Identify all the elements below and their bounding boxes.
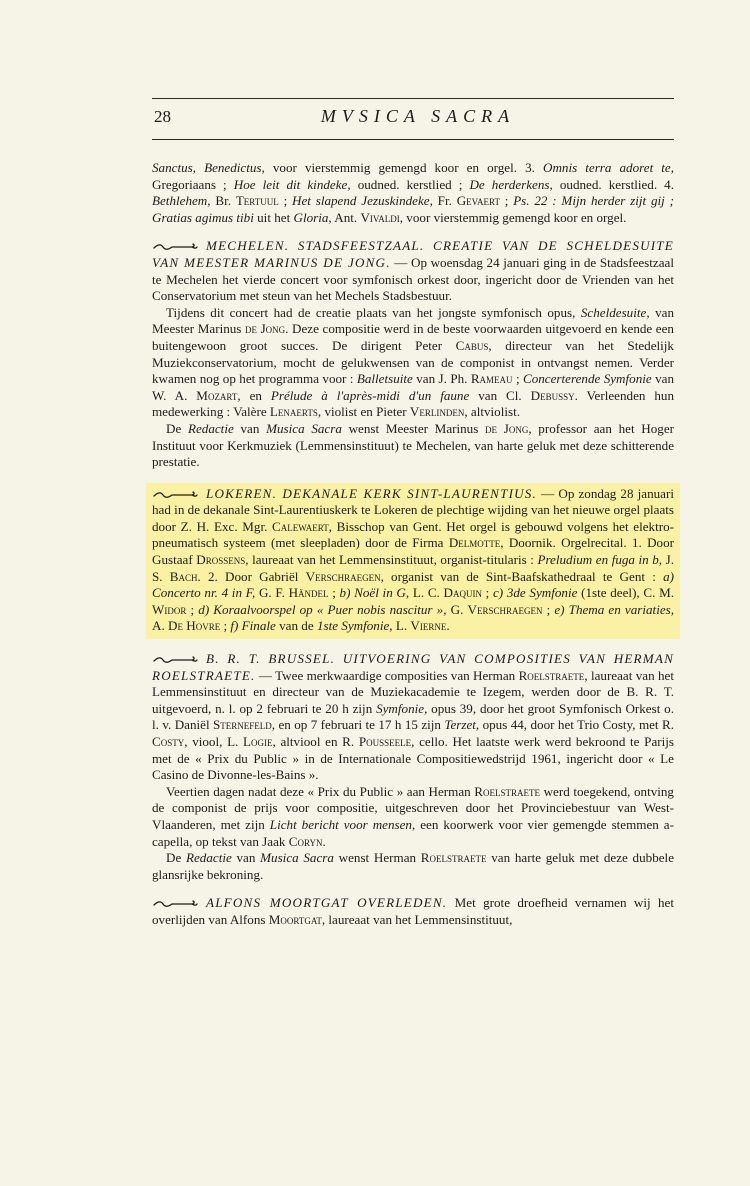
text-run: wenst Herman: [333, 850, 421, 866]
text-run: , viool, L.: [184, 734, 244, 749]
italic-run: Symfonie,: [376, 700, 428, 716]
smallcaps-run: Costy: [152, 734, 185, 749]
text-run: . Verleenden hun medewerking : Valère: [152, 387, 675, 420]
italic-run: Ps. 22 : Mijn herder zijt gij ; Gratias agimus tibi: [152, 193, 674, 225]
text-run: een koorwerk voor vier gemengde stemmen a-capella, op tekst van Jaak: [152, 816, 674, 849]
lokeren-heading: LOKEREN. DEKANALE KERK SINT-LAURENTIUS.: [206, 485, 538, 501]
page-number: 28: [154, 107, 171, 126]
italic-run: Prélude à l'après-midi d'un faune: [270, 387, 470, 403]
smallcaps-run: Delmotte: [448, 535, 501, 551]
smallcaps-run: Händel: [288, 585, 329, 601]
italic-run: De herderkens,: [469, 176, 553, 192]
text-run: werd toegekend, ontving de componist de prijs voor compositie, uitgeschreven door het Provinciebestuur van West-Vlaanderen, met zijn: [152, 783, 674, 832]
smallcaps-run: Cabus: [455, 337, 489, 353]
text-run: Br.: [210, 193, 236, 209]
text-run: — Op zondag 28 januari had in de dekanale Sint-Laurentiuskerk te Lokeren de plechtige wijding van het nieuwe orgel plaats door Z. H. Exc. Mgr.: [152, 485, 674, 534]
text-run: , voor vierstemmig gemengd koor en orgel.: [399, 209, 627, 225]
text-run: ;: [512, 371, 523, 387]
text-run: Veertien dagen nadat deze « Prix du Public » aan Herman: [166, 783, 475, 799]
running-title: MVSICA SACRA: [320, 106, 516, 126]
brt-text-1: [152, 668, 674, 783]
smallcaps-run: Verlinden: [409, 404, 465, 420]
text-run: Ant.: [331, 209, 361, 225]
text-run: , laureaat van het Lemmensinstituut en directeur van de Muziekacademie te Izegem, werden door de B. R. T. uitgevoerd, n. l. op 2 februari te 20 h zijn: [152, 667, 674, 716]
smallcaps-run: Debussy: [530, 387, 575, 403]
italic-run: b) Noël in G,: [339, 585, 410, 601]
italic-run: Musica Sacra: [260, 850, 334, 866]
smallcaps-run: Rameau: [470, 371, 513, 387]
italic-run: f) Finale: [230, 618, 276, 634]
ornament-icon: [152, 242, 198, 252]
brt-heading: B. R. T. BRUSSEL. UITVOERING VAN COMPOSITIES VAN HERMAN ROELSTRAETE.: [152, 651, 674, 683]
text-run: ;: [186, 601, 199, 617]
smallcaps-run: de Jong: [244, 321, 286, 337]
text-run: van: [231, 850, 261, 866]
smallcaps-run: Verschraegen: [305, 568, 381, 584]
text-run: , laureaat van het Lemmensinstituut, organist-titularis :: [245, 552, 538, 568]
section-moortgat: [152, 895, 674, 928]
mechelen-paragraph-2: [152, 305, 674, 421]
text-run: , altviolist.: [464, 404, 521, 420]
italic-run: Musica Sacra: [266, 420, 342, 436]
text-run: — Op woensdag 24 januari ging in de Stadsfeestzaal te Mechelen het vierde concert voor symfonisch orkest door, ingericht door de Vrienden van het Conservatorium met steun van het Mechels Stadsbestuur.: [152, 254, 674, 304]
text-run: van harte geluk met deze dubbele glansrijke bekroning.: [152, 850, 675, 882]
text-run: Met grote droefheid vernamen wij het overlijden van Alfons: [152, 895, 674, 927]
text-run: , altviool en R.: [272, 734, 359, 749]
lokeren-paragraph-1: [152, 486, 674, 635]
smallcaps-run: Pousseele: [358, 734, 412, 749]
smallcaps-run: Coryn: [288, 833, 323, 849]
smallcaps-run: De Hovre: [168, 618, 221, 634]
text-run: ;: [499, 193, 514, 209]
text-run: , laureaat van het Lemmensinstituut,: [321, 911, 513, 927]
text-run: , professor aan het Hoger Instituut voor Kerkmuziek (Lemmensinstituut) te Mechelen, van harte geluk met deze schitterende prestatie.: [152, 420, 674, 470]
smallcaps-run: Daquin: [443, 585, 482, 601]
smallcaps-run: Mozart: [196, 387, 238, 403]
text-run: , en: [237, 387, 271, 403]
italic-run: Concerterende Symfonie: [522, 371, 652, 387]
mechelen-paragraph-1: [152, 238, 674, 304]
section-mechelen: [152, 238, 674, 470]
italic-run: Balletsuite: [356, 371, 413, 387]
text-run: , organist van de Sint-Baafskathedraal te Gent :: [380, 568, 664, 584]
smallcaps-run: Drossens: [196, 552, 246, 568]
text-run: ;: [542, 601, 555, 617]
italic-run: Scheldesuite,: [580, 304, 650, 320]
text-run: , Bisschop van Gent. Het orgel is gebouwd volgens het elektro-pneumatisch systeem (met sleepladen) door de Firma: [152, 518, 675, 551]
smallcaps-run: Calewaert: [272, 518, 329, 534]
ornament-icon: [152, 655, 198, 665]
brt-paragraph-2: [152, 784, 674, 850]
italic-run: Hoe leit dit kindeke,: [233, 176, 351, 192]
smallcaps-run: Tertuul: [235, 193, 279, 209]
moortgat-heading: ALFONS MOORTGAT OVERLEDEN.: [206, 895, 448, 911]
section-brt: [152, 651, 674, 883]
italic-run: Het slapend Jezuskindeke,: [292, 193, 433, 209]
text-run: van de: [275, 618, 317, 634]
smallcaps-run: Vierne: [410, 618, 447, 634]
smallcaps-run: Roelstraete: [420, 850, 487, 866]
intro-paragraph: [152, 160, 674, 226]
text-run: opus 39, door het groot Symfonisch Orkest o. l. v. Daniël: [152, 700, 674, 733]
text-run: A.: [152, 618, 169, 634]
italic-run: Licht bericht voor mensen,: [269, 816, 416, 832]
ornament-icon: [152, 899, 198, 909]
italic-run: Terzet,: [444, 717, 480, 733]
text-run: uit het: [253, 209, 294, 225]
ornament-icon: [152, 490, 198, 500]
italic-run: Omnis terra adoret te,: [542, 160, 675, 175]
text-run: wenst Meester Marinus: [341, 420, 486, 436]
italic-run: Redactie: [187, 420, 234, 436]
text-run: ;: [481, 585, 493, 601]
smallcaps-run: Sternefeld: [213, 717, 272, 733]
text-run: , violist en Pieter: [317, 404, 410, 420]
text-run: Tijdens dit concert had de creatie plaats van het jongste symfonisch opus,: [166, 304, 581, 320]
text-run: , en op 7 februari te 17 h 15 zijn: [271, 717, 445, 733]
section-lokeren-highlighted: [146, 483, 680, 639]
text-run: van Cl.: [469, 387, 531, 403]
smallcaps-run: Lenaerts: [269, 404, 318, 420]
text-run: De: [166, 420, 188, 436]
smallcaps-run: Verschraegen: [467, 601, 543, 617]
text-run: — Twee merkwaardige composities van Herman: [255, 667, 519, 683]
running-header: [152, 98, 674, 140]
italic-run: d) Koraalvoorspel op « Puer nobis nascitur »,: [198, 601, 447, 617]
moortgat-paragraph-1: [152, 895, 674, 928]
text-run: G.: [446, 601, 468, 617]
mechelen-paragraph-3: [152, 421, 674, 471]
text-run: van Meester Marinus: [152, 304, 674, 337]
text-run: . Deze compositie werd in de beste voorwaarden uitgevoerd en kende een buitengewoon groot succes. De dirigent Peter: [152, 321, 674, 353]
text-run: ;: [278, 193, 293, 209]
text-run: , cello. Het laatste werk werd bekroond te Parijs met de « Prix du Public » in de Internationale Compositiewedstrijd 1961, ingericht door « Le Casino de Divonne-les-Bains ».: [152, 734, 674, 783]
mechelen-heading: MECHELEN. STADSFEESTZAAL. CREATIE VAN DE SCHELDESUITE VAN MEESTER MARINUS DE JONG.: [152, 238, 674, 270]
text-run: ;: [220, 618, 231, 634]
smallcaps-run: Widor: [152, 601, 187, 617]
italic-run: e) Thema en variaties,: [554, 601, 675, 617]
text-run: De: [166, 850, 186, 866]
text-run: ;: [328, 585, 340, 601]
text-run: Gregoriaans ;: [152, 176, 234, 192]
italic-run: c) 3de Symfonie: [492, 585, 578, 601]
text-run: van: [233, 420, 267, 436]
article-body: [152, 160, 674, 929]
text-run: oudned. kerstlied ;: [350, 176, 470, 192]
brt-paragraph-3: [152, 850, 674, 883]
text-run: opus 44, door het Trio Costy, met R.: [479, 717, 674, 733]
italic-run: 1ste Symfonie,: [316, 618, 393, 634]
text-run: , directeur van het Stedelijk Muziekconservatorium, mocht de gelukwensen van de componist in ontvangst nemen. Verder kwamen nog op het programma voor :: [152, 337, 674, 387]
italic-run: Bethlehem,: [152, 193, 211, 209]
italic-run: Sanctus, Benedictus,: [152, 160, 265, 175]
text-run: Fr.: [432, 193, 457, 209]
text-run: van W. A.: [152, 371, 675, 403]
text-run: voor vierstemmig gemengd koor en orgel. 3.: [264, 160, 543, 175]
text-run: oudned. kerstlied. 4.: [552, 176, 675, 192]
italic-run: a) Concerto nr. 4 in F,: [152, 568, 674, 601]
text-run: van J. Ph.: [412, 371, 471, 387]
smallcaps-run: Vivaldi: [360, 209, 400, 225]
italic-run: Redactie: [185, 850, 232, 866]
smallcaps-run: Bach: [169, 568, 198, 584]
smallcaps-run: Gevaert: [456, 193, 500, 209]
text-run: .: [322, 833, 326, 849]
lokeren-text-1: [152, 486, 674, 634]
text-run: (1ste deel), C. M.: [577, 585, 675, 601]
text-run: G. F.: [255, 585, 289, 601]
smallcaps-run: Logie: [243, 734, 273, 749]
text-run: J. S.: [152, 552, 674, 584]
brt-paragraph-1: [152, 651, 674, 784]
smallcaps-run: Roelstraete: [518, 667, 585, 683]
text-run: , Doornik. Orgelrecital. 1. Door Gustaaf: [152, 535, 674, 568]
italic-run: Gloria,: [293, 209, 332, 225]
italic-run: Preludium en fuga in b,: [537, 552, 663, 568]
text-run: .: [446, 618, 450, 634]
text-run: L. C.: [409, 585, 444, 601]
smallcaps-run: Moortgat: [268, 911, 322, 927]
text-run: L.: [392, 618, 411, 634]
smallcaps-run: de Jong: [485, 420, 529, 436]
text-run: . 2. Door Gabriël: [197, 568, 306, 584]
smallcaps-run: Roelstraete: [474, 783, 541, 799]
